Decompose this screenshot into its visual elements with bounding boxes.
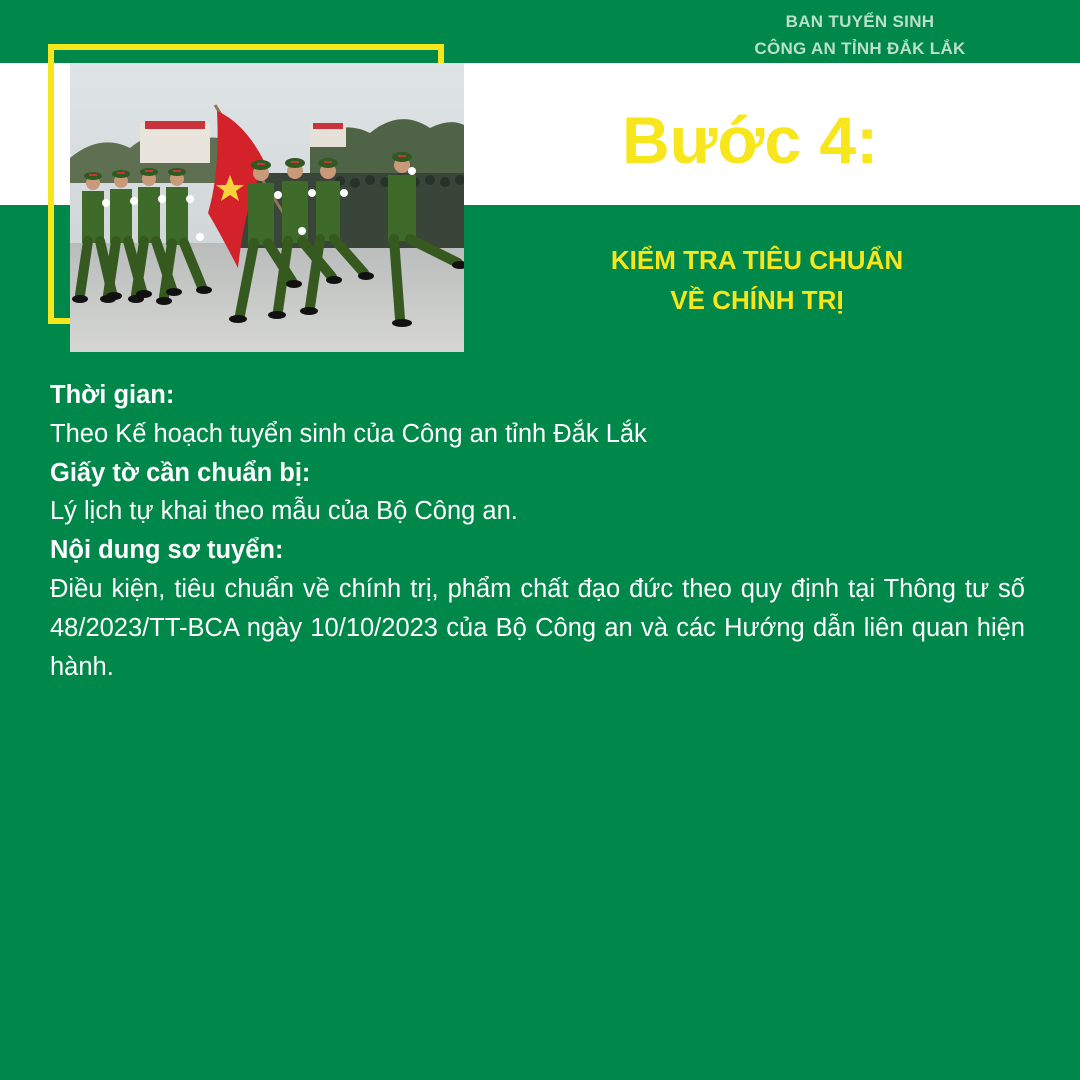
org-line-2: CÔNG AN TỈNH ĐẮK LẮK — [754, 39, 966, 58]
screening-label: Nội dung sơ tuyển: — [50, 536, 284, 565]
documents-label: Giấy tờ cần chuẩn bị: — [50, 458, 311, 487]
time-label: Thời gian: — [50, 381, 175, 409]
documents-value: Lý lịch tự khai theo mẫu của Bộ Công an. — [50, 497, 518, 526]
step-details — [50, 376, 1025, 686]
step-title: Bước 4: — [621, 103, 879, 177]
subtitle-line-1: KIỂM TRA TIÊU CHUẨN — [610, 245, 904, 275]
parade-photo — [70, 63, 464, 352]
step-subtitle — [560, 240, 954, 320]
subtitle-line-2: VỀ CHÍNH TRỊ — [670, 285, 844, 315]
time-value: Theo Kế hoạch tuyển sinh của Công an tỉnh Đắk Lắk — [50, 419, 647, 448]
org-line-1: BAN TUYỂN SINH — [785, 12, 935, 31]
organization-header — [700, 8, 1020, 62]
screening-value: Điều kiện, tiêu chuẩn về chính trị, phẩm chất đạo đức theo quy định tại Thông tư số 48/2023/TT-BCA ngày 10/10/2023 của Bộ Công an và các Hướng dẫn liên quan hiện hành. — [50, 574, 1025, 681]
